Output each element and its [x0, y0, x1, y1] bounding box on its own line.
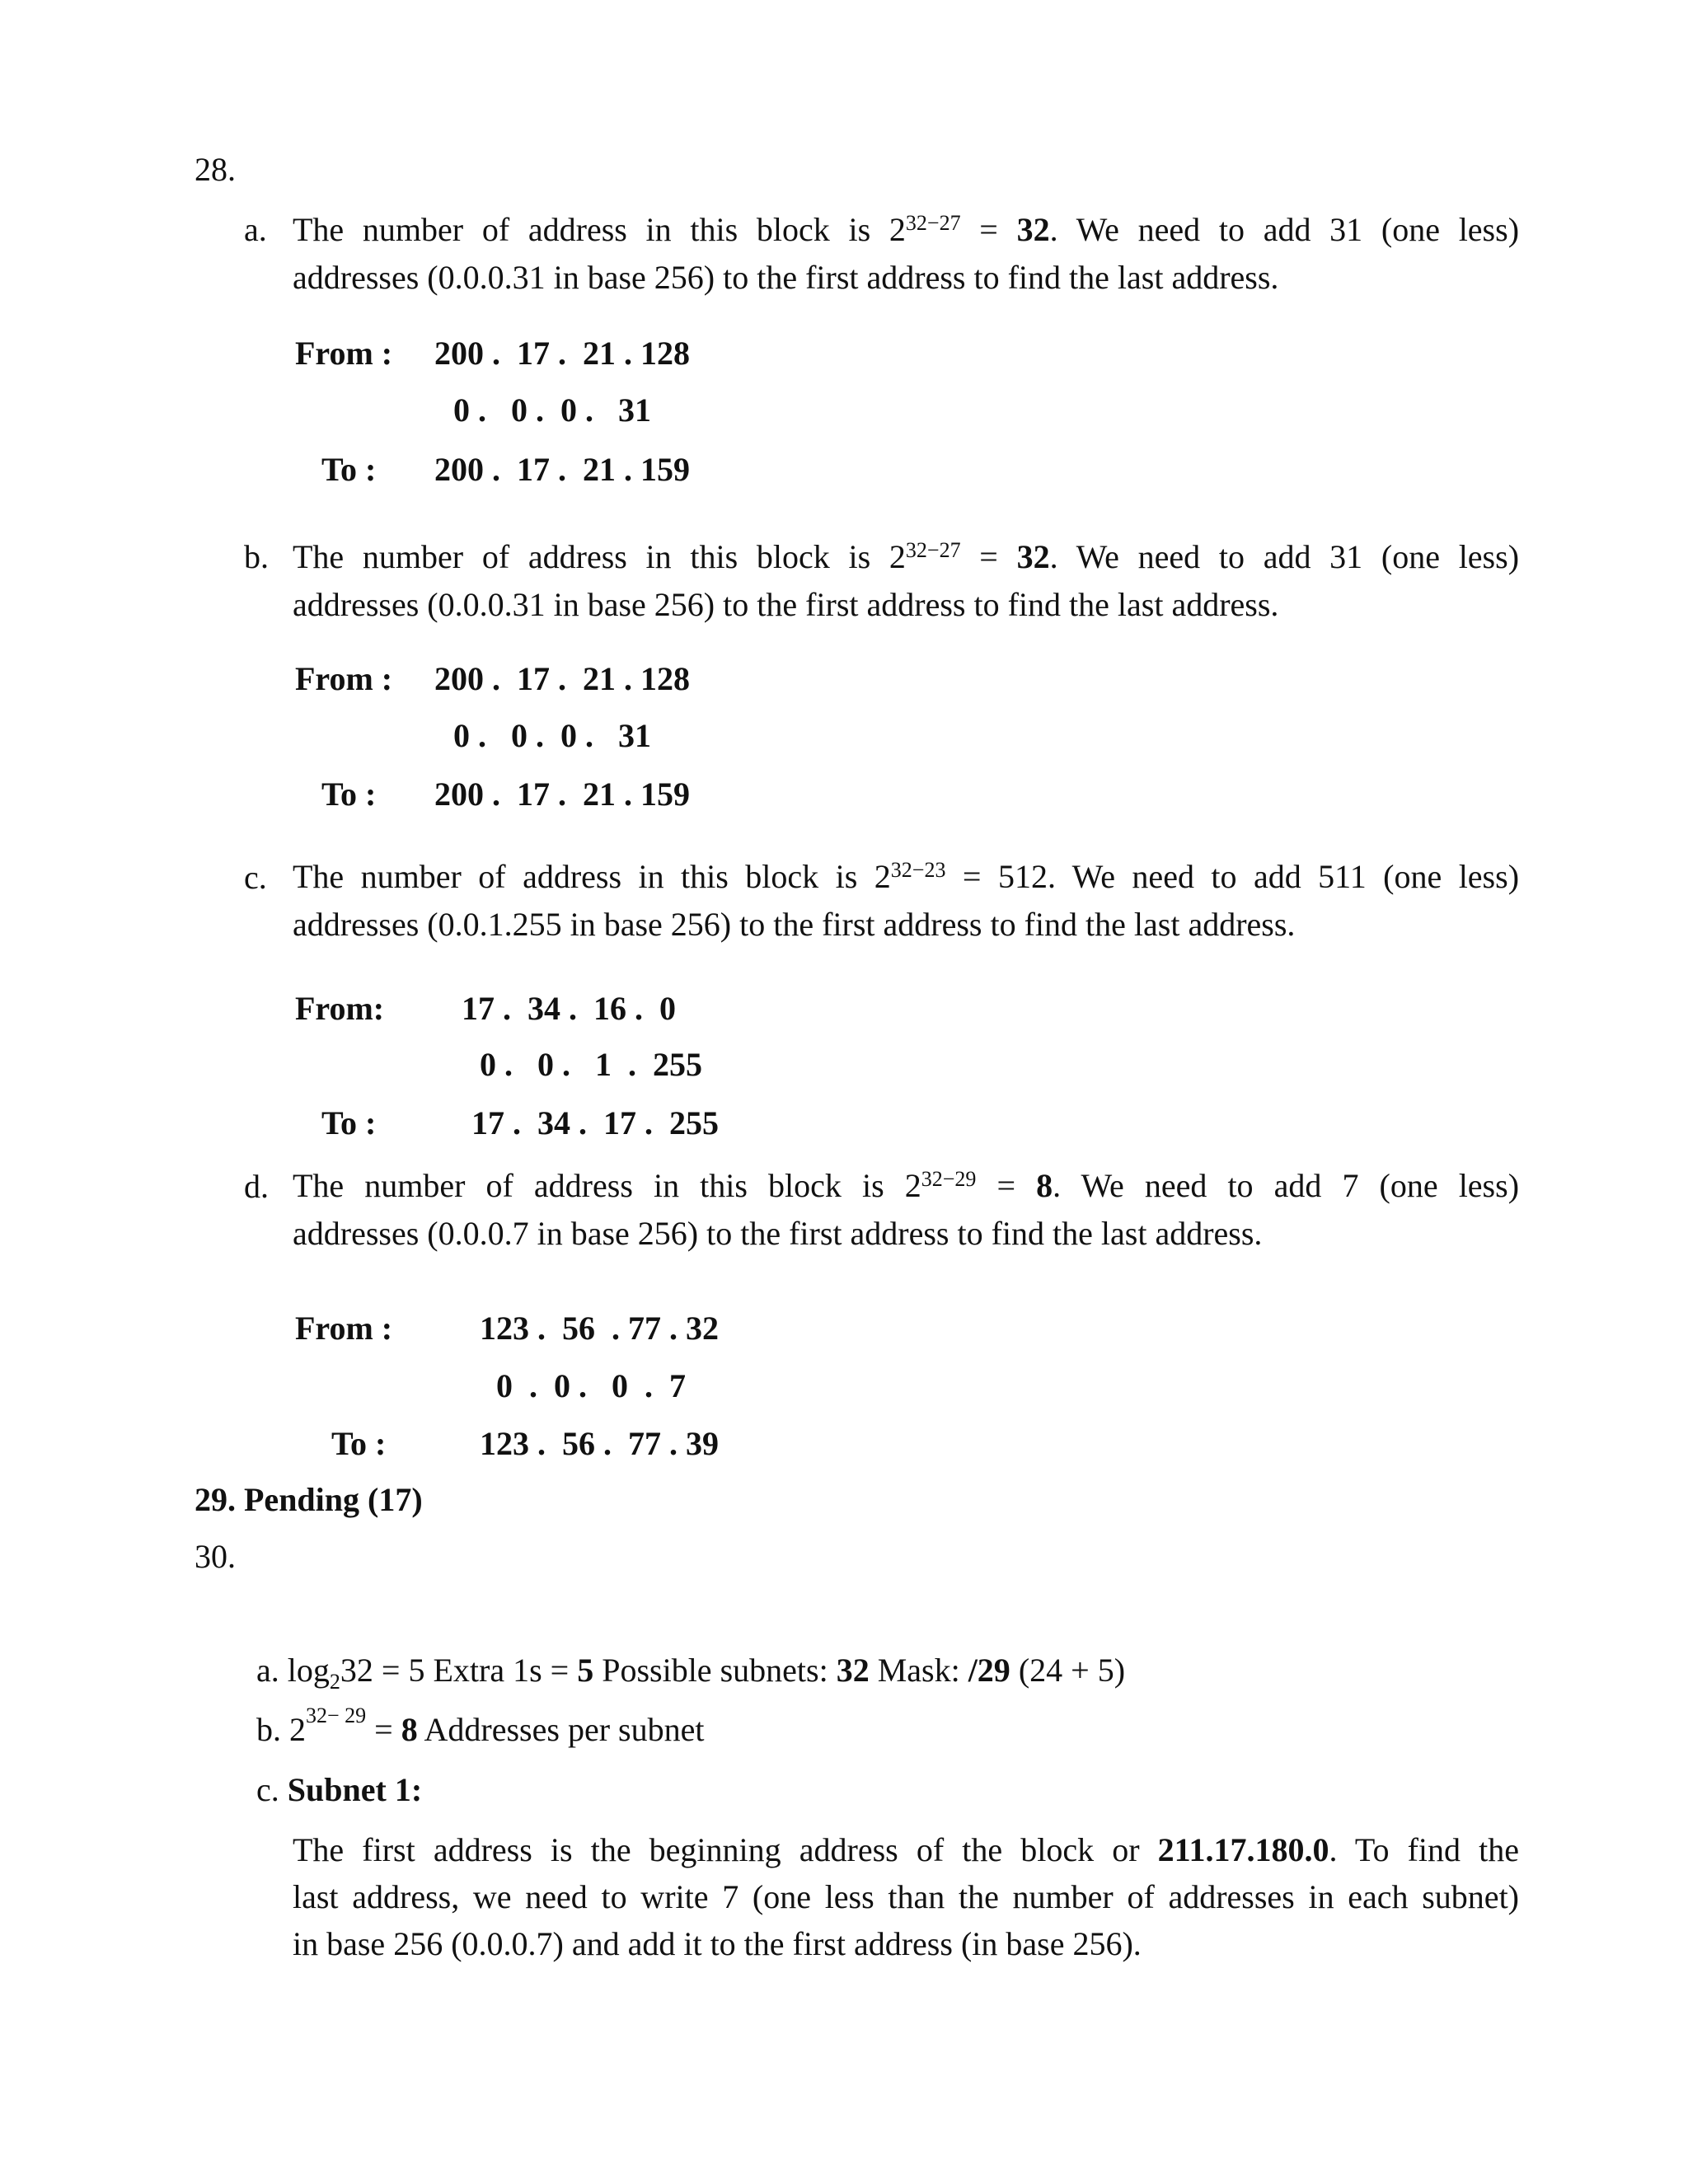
part-a-add-value: 0 . 0 . 0 . 31	[453, 391, 651, 429]
part-b-letter: b.	[244, 538, 269, 575]
part-d-letter: d.	[244, 1168, 269, 1205]
part-c-from-address: 17 . 34 . 16 . 0	[462, 990, 676, 1027]
q30-part-a: a. $\log_232 = 5$ Extra 1s = 5 Possible subnets: 32 Mask: /29 (24 + 5)	[256, 1652, 1126, 1694]
q30-part-c-heading: c. Subnet 1:	[256, 1771, 423, 1808]
question-30-number: 30.	[195, 1538, 236, 1575]
part-c-letter: c.	[244, 859, 267, 896]
part-c-from-label: From:	[295, 990, 385, 1027]
q30-part-b: b. $2^{32- 29} = 8$ Addresses per subnet	[256, 1704, 705, 1748]
part-b-from-label: From :	[295, 660, 393, 697]
part-d-text: The number of address in this block is $2^{32-29} = 8$. We need to add 7 (one less) addresses (0.0.0.7 in base 256) to the first address to find the last address.	[293, 1167, 1520, 1252]
part-b-to-address: 200 . 17 . 21 . 159	[434, 776, 690, 813]
part-d-from-label: From :	[295, 1310, 393, 1347]
part-b-add-value: 0 . 0 . 0 . 31	[453, 717, 651, 754]
q30-part-c-paragraph: The first address is the beginning address of the block or 211.17.180.0. To find the last address, we need to write 7 (one less than the number of addresses in each subnet) in base 256 (0.0.0.7) and add it to the first address (in base 256).	[293, 1831, 1519, 1962]
part-d-from-address: 123 . 56 . 77 . 32	[480, 1310, 719, 1347]
part-b-to-label: To :	[321, 776, 377, 813]
part-c-text: The number of address in this block is $2^{32-23} = 512$. We need to add 511 (one less) addresses (0.0.1.255 in base 256) to the first address to find the last address.	[293, 858, 1520, 943]
part-c-to-address: 17 . 34 . 17 . 255	[471, 1104, 719, 1141]
part-a-letter: a.	[244, 211, 267, 248]
part-a-to-address: 200 . 17 . 21 . 159	[434, 451, 690, 488]
part-a-from-address: 200 . 17 . 21 . 128	[434, 335, 690, 372]
part-a-text: The number of address in this block is $2^{32-27} = 32$. We need to add 31 (one less) addresses (0.0.0.31 in base 256) to the first address to find the last address.	[293, 211, 1520, 296]
question-28-number: 28.	[195, 151, 236, 188]
part-d-add-value: 0 . 0 . 0 . 7	[496, 1367, 686, 1404]
part-c-to-label: To :	[321, 1104, 377, 1141]
part-b-text: The number of address in this block is $2^{32-27} = 32$. We need to add 31 (one less) addresses (0.0.0.31 in base 256) to the first address to find the last address.	[293, 538, 1520, 623]
part-c-add-value: 0 . 0 . 1 . 255	[480, 1046, 702, 1083]
part-d-to-label: To :	[331, 1425, 387, 1462]
question-29-pending: 29. Pending (17)	[195, 1481, 423, 1518]
part-d-to-address: 123 . 56 . 77 . 39	[480, 1425, 719, 1462]
part-a-to-label: To :	[321, 451, 377, 488]
part-b-from-address: 200 . 17 . 21 . 128	[434, 660, 690, 697]
part-a-from-label: From :	[295, 335, 393, 372]
